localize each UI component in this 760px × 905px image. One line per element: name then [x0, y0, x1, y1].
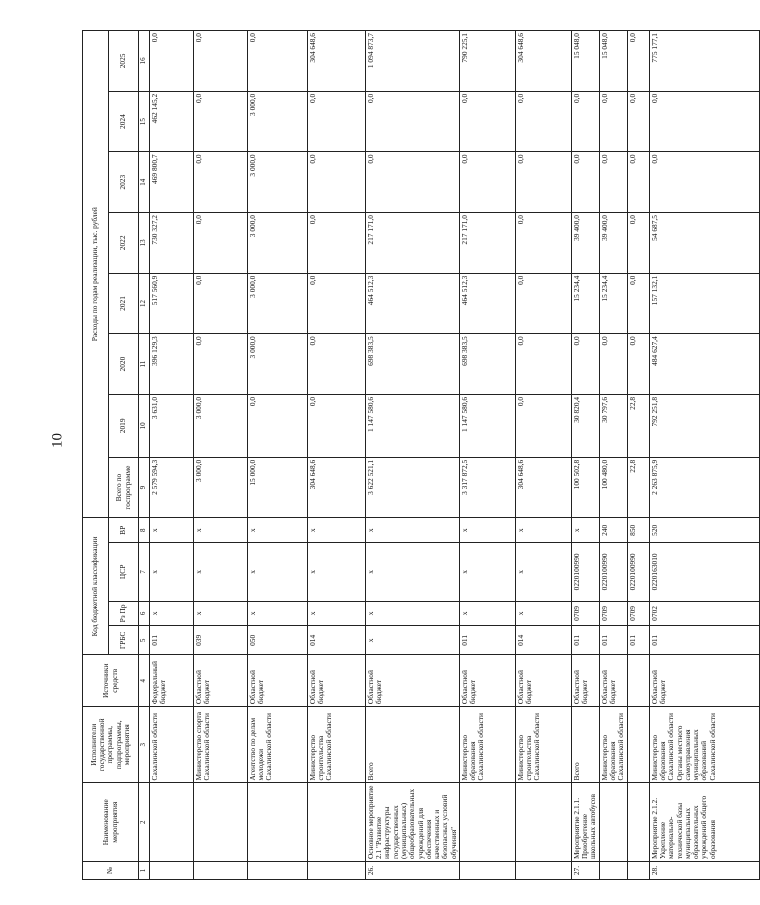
funding-source: Федеральный бюджет	[149, 655, 193, 707]
csr-code: x	[193, 543, 247, 601]
year-value: 3 000,0	[247, 152, 307, 213]
table-row	[627, 31, 649, 880]
executor	[627, 707, 649, 783]
rzpr-code: 0709	[627, 601, 649, 626]
index-cell: 6	[139, 601, 150, 626]
year-value: 517 560,9	[149, 273, 193, 334]
year-value: 464 512,3	[459, 273, 515, 334]
year-value: 3 000,0	[247, 213, 307, 274]
year-value: 0,0	[627, 213, 649, 274]
year-value: 0,0	[193, 213, 247, 274]
year-value: 396 129,3	[149, 334, 193, 395]
total-value: 304 648,6	[307, 457, 365, 518]
year-value: 39 400,0	[599, 213, 627, 274]
vr-code: x	[365, 518, 459, 543]
index-cell: 8	[139, 518, 150, 543]
row-number	[193, 862, 247, 880]
year-value: 0,0	[193, 152, 247, 213]
csr-code: 0220100990	[571, 543, 599, 601]
year-value: 3 000,0	[247, 334, 307, 395]
year-value: 22,8	[627, 394, 649, 457]
measure-name: Мероприятие 2.1.1. Приобретение школьных автобусов	[571, 783, 599, 862]
row-number	[599, 862, 627, 880]
year-value: 3 631,0	[149, 394, 193, 457]
table-row	[459, 31, 515, 880]
year-value: 0,0	[649, 91, 759, 152]
table-row	[193, 31, 247, 880]
total-value: 15 000,0	[247, 457, 307, 518]
funding-source: Областной бюджет	[193, 655, 247, 707]
rzpr-code: 0709	[599, 601, 627, 626]
rzpr-code: x	[247, 601, 307, 626]
year-value: 0,0	[193, 334, 247, 395]
measure-name: Мероприятие 2.1.2. Укрепление материально-технической базы муниципальных образовательных учреждений общего образования	[649, 783, 759, 862]
year-value: 304 648,6	[515, 31, 571, 92]
csr-code: x	[459, 543, 515, 601]
header-year: 2020	[109, 334, 139, 395]
measure-name	[149, 783, 193, 862]
index-cell: 14	[139, 152, 150, 213]
index-cell: 2	[139, 783, 150, 862]
year-value: 0,0	[515, 213, 571, 274]
total-value: 2 263 875,9	[649, 457, 759, 518]
index-cell: 15	[139, 91, 150, 152]
vr-code: x	[307, 518, 365, 543]
year-value: 0,0	[515, 152, 571, 213]
year-value: 462 145,2	[149, 91, 193, 152]
grbs-code: 011	[571, 626, 599, 655]
index-cell: 3	[139, 707, 150, 783]
executor: Сахалинской области	[149, 707, 193, 783]
header-year: 2023	[109, 152, 139, 213]
index-cell: 11	[139, 334, 150, 395]
measure-name	[627, 783, 649, 862]
vr-code: x	[193, 518, 247, 543]
rzpr-code: x	[365, 601, 459, 626]
total-value: 3 000,0	[193, 457, 247, 518]
grbs-code: 011	[649, 626, 759, 655]
year-value: 0,0	[599, 152, 627, 213]
year-value: 0,0	[365, 152, 459, 213]
year-value: 469 800,7	[149, 152, 193, 213]
measure-name	[599, 783, 627, 862]
header-executor: Исполнители государственной программы, подпрограммы, мероприятия	[83, 707, 139, 783]
year-value: 792 251,8	[649, 394, 759, 457]
vr-code: 240	[599, 518, 627, 543]
funding-source: Областной бюджет	[247, 655, 307, 707]
year-value: 0,0	[515, 91, 571, 152]
executor: Всего	[571, 707, 599, 783]
year-value: 0,0	[515, 273, 571, 334]
year-value: 0,0	[307, 334, 365, 395]
row-number	[307, 862, 365, 880]
executor: Агентство по делам молодежи Сахалинской области	[247, 707, 307, 783]
total-value: 3 622 521,1	[365, 457, 459, 518]
total-value: 100 502,8	[571, 457, 599, 518]
funding-source: Областной бюджет	[515, 655, 571, 707]
year-value: 0,0	[571, 91, 599, 152]
measure-name	[193, 783, 247, 862]
year-value: 0,0	[193, 273, 247, 334]
csr-code: x	[365, 543, 459, 601]
index-cell: 16	[139, 31, 150, 92]
rzpr-code: x	[149, 601, 193, 626]
measure-name	[515, 783, 571, 862]
index-cell: 7	[139, 543, 150, 601]
executor: Министерство строительства Сахалинской области	[307, 707, 365, 783]
year-value: 39 400,0	[571, 213, 599, 274]
year-value: 0,0	[193, 91, 247, 152]
total-value: 100 480,0	[599, 457, 627, 518]
header-grbs: ГРБС	[109, 626, 139, 655]
csr-code: 0220100990	[599, 543, 627, 601]
index-cell: 9	[139, 457, 150, 518]
year-value: 730 327,2	[149, 213, 193, 274]
year-value: 0,0	[247, 31, 307, 92]
header-total: Всего по госпрограмме	[109, 457, 139, 518]
year-value: 1 147 580,6	[365, 394, 459, 457]
rzpr-code: 0709	[571, 601, 599, 626]
table-row	[307, 31, 365, 880]
executor: Министерство образования Сахалинской области Органы местного самоуправления муниципальных образований Сахалинской области	[649, 707, 759, 783]
year-value: 0,0	[515, 334, 571, 395]
table-row	[515, 31, 571, 880]
header-year: 2019	[109, 394, 139, 457]
rzpr-code: x	[459, 601, 515, 626]
year-value: 0,0	[307, 213, 365, 274]
row-number	[247, 862, 307, 880]
measure-name	[247, 783, 307, 862]
year-value: 0,0	[627, 334, 649, 395]
funding-source: Областной бюджет	[365, 655, 459, 707]
page-number: 10	[49, 433, 66, 448]
year-value: 217 171,0	[365, 213, 459, 274]
year-value: 790 225,1	[459, 31, 515, 92]
year-value: 0,0	[627, 152, 649, 213]
row-number: 26.	[365, 862, 459, 880]
row-number: 28.	[649, 862, 759, 880]
year-value: 304 648,6	[307, 31, 365, 92]
measure-name	[307, 783, 365, 862]
year-value: 0,0	[149, 31, 193, 92]
vr-code: x	[571, 518, 599, 543]
funding-source	[627, 655, 649, 707]
funding-source: Областной бюджет	[599, 655, 627, 707]
csr-code: 0220163010	[649, 543, 759, 601]
year-value: 0,0	[307, 273, 365, 334]
year-value: 0,0	[193, 31, 247, 92]
funding-source: Областной бюджет	[459, 655, 515, 707]
table-row	[649, 31, 759, 880]
year-value: 0,0	[365, 91, 459, 152]
grbs-code: 039	[193, 626, 247, 655]
year-value: 0,0	[627, 31, 649, 92]
year-value: 0,0	[459, 91, 515, 152]
executor: Министерство строительства Сахалинской области	[515, 707, 571, 783]
header-source: Источники средств	[83, 655, 139, 707]
year-value: 30 797,6	[599, 394, 627, 457]
year-value: 1 147 580,6	[459, 394, 515, 457]
vr-code: x	[459, 518, 515, 543]
funding-source: Областной бюджет	[649, 655, 759, 707]
year-value: 30 820,4	[571, 394, 599, 457]
executor: Министерство образования Сахалинской области	[459, 707, 515, 783]
vr-code: 850	[627, 518, 649, 543]
executor: Министерство образования Сахалинской области	[599, 707, 627, 783]
row-number	[459, 862, 515, 880]
year-value: 0,0	[599, 334, 627, 395]
header-no: №	[83, 862, 139, 880]
year-value: 0,0	[571, 334, 599, 395]
csr-code: x	[307, 543, 365, 601]
header-year: 2024	[109, 91, 139, 152]
csr-code: 0220100990	[627, 543, 649, 601]
funding-source: Областной бюджет	[307, 655, 365, 707]
total-value: 2 579 594,3	[149, 457, 193, 518]
year-value: 3 000,0	[247, 91, 307, 152]
total-value: 304 648,6	[515, 457, 571, 518]
year-value: 0,0	[307, 394, 365, 457]
table-row	[365, 31, 459, 880]
year-value: 0,0	[571, 152, 599, 213]
table-row	[599, 31, 627, 880]
grbs-code: 050	[247, 626, 307, 655]
grbs-code: x	[365, 626, 459, 655]
table-row	[149, 31, 193, 880]
grbs-code: 011	[149, 626, 193, 655]
grbs-code: 011	[599, 626, 627, 655]
vr-code: x	[149, 518, 193, 543]
header-csr: ЦСР	[109, 543, 139, 601]
rzpr-code: 0702	[649, 601, 759, 626]
csr-code: x	[149, 543, 193, 601]
row-number: 27.	[571, 862, 599, 880]
funding-source: Областной бюджет	[571, 655, 599, 707]
budget-table	[82, 30, 760, 880]
year-value: 1 094 873,7	[365, 31, 459, 92]
year-value: 775 177,1	[649, 31, 759, 92]
year-value: 15 234,4	[599, 273, 627, 334]
csr-code: x	[247, 543, 307, 601]
header-budget-code: Код бюджетной классификации	[83, 518, 109, 655]
grbs-code: 011	[627, 626, 649, 655]
total-value: 22,8	[627, 457, 649, 518]
vr-code: x	[247, 518, 307, 543]
index-cell: 13	[139, 213, 150, 274]
grbs-code: 014	[307, 626, 365, 655]
vr-code: x	[515, 518, 571, 543]
index-cell: 4	[139, 655, 150, 707]
year-value: 0,0	[307, 152, 365, 213]
row-number	[515, 862, 571, 880]
year-value: 0,0	[599, 91, 627, 152]
year-value: 54 687,5	[649, 213, 759, 274]
grbs-code: 011	[459, 626, 515, 655]
year-value: 0,0	[627, 273, 649, 334]
csr-code: x	[515, 543, 571, 601]
year-value: 464 512,3	[365, 273, 459, 334]
header-rzpr: Рз Пр	[109, 601, 139, 626]
table-row	[247, 31, 307, 880]
year-value: 0,0	[515, 394, 571, 457]
year-value: 0,0	[627, 91, 649, 152]
vr-code: 520	[649, 518, 759, 543]
total-value: 3 317 872,5	[459, 457, 515, 518]
table-body	[139, 31, 760, 880]
header-year: 2021	[109, 273, 139, 334]
year-value: 0,0	[649, 152, 759, 213]
year-value: 698 383,5	[365, 334, 459, 395]
year-value: 0,0	[307, 91, 365, 152]
index-cell: 10	[139, 394, 150, 457]
year-value: 15 234,4	[571, 273, 599, 334]
index-cell: 1	[139, 862, 150, 880]
header-year: 2022	[109, 213, 139, 274]
column-index-row	[139, 31, 150, 880]
year-value: 484 627,4	[649, 334, 759, 395]
header-name: Наименование мероприятия	[83, 783, 139, 862]
measure-name: Основное мероприятие 2.1 "Развитие инфраструктуры государственных (муниципальных) общеобразовательных учреждений для обеспечения качественных и безопасных условий обучения"	[365, 783, 459, 862]
rzpr-code: x	[515, 601, 571, 626]
header-expenses: Расходы по годам реализации, тыс. рублей	[83, 31, 109, 518]
year-value: 15 048,0	[599, 31, 627, 92]
year-value: 157 132,1	[649, 273, 759, 334]
year-value: 3 000,0	[247, 273, 307, 334]
header-year: 2025	[109, 31, 139, 92]
index-cell: 12	[139, 273, 150, 334]
header-vr: ВР	[109, 518, 139, 543]
year-value: 0,0	[459, 152, 515, 213]
year-value: 217 171,0	[459, 213, 515, 274]
year-value: 698 383,5	[459, 334, 515, 395]
executor: Всего	[365, 707, 459, 783]
measure-name	[459, 783, 515, 862]
row-number	[627, 862, 649, 880]
year-value: 0,0	[247, 394, 307, 457]
year-value: 3 000,0	[193, 394, 247, 457]
rzpr-code: x	[307, 601, 365, 626]
rotated-table-area	[82, 30, 717, 880]
table-row	[571, 31, 599, 880]
index-cell: 5	[139, 626, 150, 655]
year-value: 15 048,0	[571, 31, 599, 92]
executor: Министерство спорта Сахалинской области	[193, 707, 247, 783]
rzpr-code: x	[193, 601, 247, 626]
grbs-code: 014	[515, 626, 571, 655]
row-number	[149, 862, 193, 880]
